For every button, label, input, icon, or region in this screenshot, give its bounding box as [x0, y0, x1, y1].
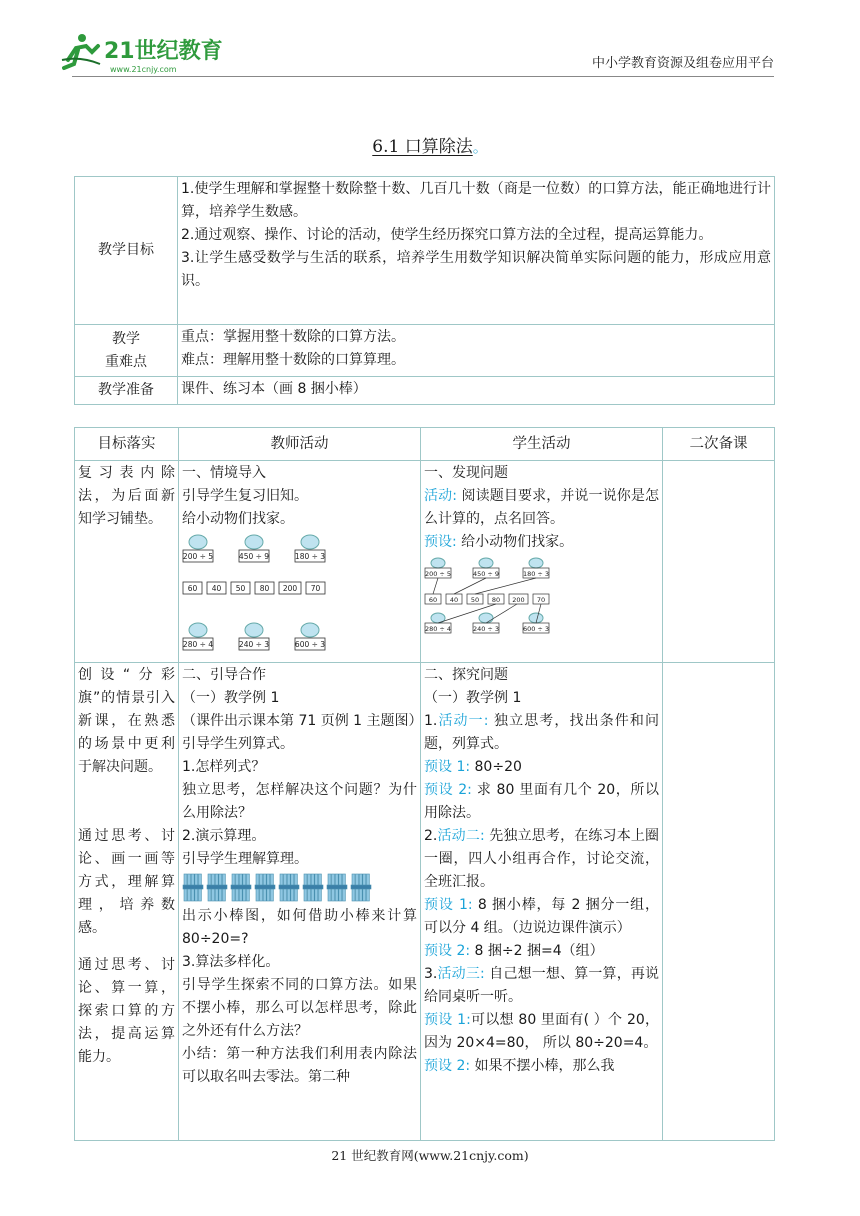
expr-label: 450 ÷ 9	[238, 552, 270, 561]
key-label-line: 教学	[112, 330, 140, 347]
stick-bundle-icon	[255, 874, 275, 901]
activity-label: 活动:	[424, 488, 457, 504]
goal-cell: 复习表内除法，为后面新知学习铺垫。	[75, 461, 179, 663]
goal-text: 通过思考、讨论、画一画等方式，理解算理，培养数感。	[78, 828, 175, 936]
header-rule	[72, 76, 774, 77]
teacher-line: （课件出示课本第 71 页例 1 主题图）	[182, 713, 423, 729]
goal-item: 3.让学生感受数学与生活的联系，培养学生用数学知识解决简单实际问题的能力，形成应用意识。	[181, 250, 771, 289]
student-preset: 预设 1: 80÷20	[424, 759, 522, 775]
key-label	[75, 325, 178, 377]
student-activity: 3.活动三: 自己想一想、算一算，再说给同桌听一听。	[424, 966, 660, 1005]
prep-text: 课件、练习本（画 8 捆小棒）	[178, 377, 775, 405]
stick-bundle-icon	[207, 874, 227, 901]
preset-label: 预设 1:	[424, 759, 471, 775]
animal-matching-figure	[182, 533, 332, 659]
student-activity: 2.活动二: 先独立思考，在练习本上圈一圈，四人小组再合作，讨论交流，全班汇报。	[424, 828, 660, 890]
title-dot: 。	[472, 138, 488, 156]
answer-label: 70	[310, 584, 321, 593]
student-activity: 1.活动一: 独立思考，找出条件和问题，列算式。	[424, 713, 659, 752]
expr-label: 240 ÷ 3	[238, 640, 270, 649]
runner-icon	[62, 34, 100, 68]
student-preset	[424, 531, 659, 554]
answer-label: 50	[235, 584, 246, 593]
prep-label: 教学准备	[75, 377, 178, 405]
key-point: 重点：掌握用整十数除的口算方法。	[181, 329, 405, 345]
platform-name: 中小学教育资源及组卷应用平台	[591, 56, 774, 71]
stick-bundle-icon	[303, 874, 323, 901]
difficult-point: 难点：理解用整十数除的口算算理。	[181, 352, 405, 368]
answer-label: 60	[428, 596, 438, 604]
teacher-line: 出示小棒图，如何借助小棒来计算 80÷20=?	[182, 908, 417, 947]
student-cell	[421, 663, 663, 1141]
col-header: 学生活动	[421, 428, 663, 461]
stick-bundle-icon	[279, 874, 299, 901]
teacher-line: 1.怎样列式？	[182, 759, 266, 775]
goal-text: 通过思考、讨论、算一算，探索口算的方法，提高运算能力。	[78, 957, 175, 1065]
goal-item: 1.使学生理解和掌握整十数除整十数、几百几十数（商是一位数）的口算方法，能正确地进行计算，培养学生数感。	[181, 181, 771, 220]
preset-text: 给小动物们找家。	[456, 534, 574, 550]
answer-label: 70	[536, 596, 546, 604]
expr-label: 200 ÷ 5	[424, 570, 452, 578]
expr-label: 200 ÷ 5	[182, 552, 214, 561]
activity-label: 活动三:	[437, 966, 485, 982]
page-title	[0, 132, 860, 157]
col-header: 教师活动	[179, 428, 421, 461]
student-preset: 预设 2: 8 捆÷2 捆=4（组）	[424, 943, 604, 959]
teacher-line: 3.算法多样化。	[182, 954, 280, 970]
expr-label: 600 ÷ 3	[294, 640, 326, 649]
site-logo	[60, 30, 230, 76]
student-preset: 预设 2: 如果不摆小棒，那么我	[424, 1058, 615, 1074]
key-label-line: 重难点	[105, 353, 147, 370]
col-header: 二次备课	[663, 428, 775, 461]
teacher-line: 引导学生探索不同的口算方法。如果不摆小棒，那么可以怎样思考，除此之外还有什么方法？	[182, 977, 417, 1039]
stick-bundle-icon	[327, 874, 347, 901]
activity-table	[74, 427, 775, 1141]
student-activity	[424, 485, 659, 531]
stick-bundle-icon	[183, 874, 203, 901]
teacher-line: 独立思考，怎样解决这个问题？为什么用除法？	[182, 782, 417, 821]
teacher-line: 引导学生理解算理。	[182, 851, 308, 867]
activity-label: 活动一:	[437, 713, 489, 729]
expr-label: 600 ÷ 3	[522, 625, 550, 633]
expr-label: 180 ÷ 3	[522, 570, 550, 578]
answer-label: 200	[512, 596, 525, 604]
preset-label: 预设:	[424, 534, 457, 550]
teacher-line: 二、引导合作	[182, 667, 266, 683]
info-table	[74, 176, 775, 405]
answer-label: 80	[259, 584, 270, 593]
expr-label: 240 ÷ 3	[472, 625, 500, 633]
goal-list	[178, 177, 775, 325]
teacher-cell	[179, 461, 421, 663]
stick-bundle-icon	[351, 874, 371, 901]
student-title: 一、发现问题	[424, 465, 508, 481]
preset-label: 预设 2:	[424, 1058, 471, 1074]
student-cell	[421, 461, 663, 663]
student-preset: 预设 1: 8 捆小棒，每 2 捆分一组，可以分 4 组。（边说边课件演示）	[424, 897, 659, 936]
preset-label: 预设 2:	[424, 782, 472, 798]
student-preset: 预设 2: 求 80 里面有几个 20，所以用除法。	[424, 782, 659, 821]
expr-label: 280 ÷ 4	[182, 640, 214, 649]
teacher-line: （一）教学例 1	[182, 690, 280, 706]
teacher-line: 小结：第一种方法我们利用表内除法可以取名叫去零法。第二种	[182, 1046, 417, 1085]
answer-label: 200	[282, 584, 298, 593]
goal-label: 教学目标	[75, 177, 178, 325]
logo-url: www.21cnjy.com	[110, 65, 177, 74]
answer-label: 40	[449, 596, 459, 604]
stick-bundle-icon	[231, 874, 251, 901]
goal-item: 2.通过观察、操作、讨论的活动，使学生经历探究口算方法的全过程，提高运算能力。	[181, 227, 713, 243]
answer-label: 40	[211, 584, 222, 593]
answer-label: 60	[187, 584, 198, 593]
preset-label: 预设 1:	[424, 897, 473, 913]
teacher-line: 2.演示算理。	[182, 828, 266, 844]
teacher-cell	[179, 663, 421, 1141]
expr-label: 280 ÷ 4	[424, 625, 452, 633]
preset-label: 预设 1:	[424, 1012, 471, 1028]
stick-bundles-figure	[182, 873, 378, 903]
notes-cell[interactable]	[663, 461, 775, 663]
preset-label: 预设 2:	[424, 943, 471, 959]
student-preset: 预设 1:可以想 80 里面有( ）个 20， 因为 20×4=80， 所以 80÷20=4。	[424, 1012, 659, 1051]
activity-text: 阅读题目要求，并说一说你是怎么计算的，点名回答。	[424, 488, 660, 527]
teacher-line: 引导学生复习旧知。	[182, 488, 308, 504]
teacher-line: 引导学生列算式。	[182, 736, 294, 752]
expr-label: 450 ÷ 9	[472, 570, 500, 578]
col-header: 目标落实	[75, 428, 179, 461]
notes-cell[interactable]	[663, 663, 775, 1141]
page-footer: 21 世纪教育网(www.21cnjy.com)	[331, 1148, 529, 1163]
title-text: 6.1 口算除法	[372, 137, 473, 157]
goal-cell	[75, 663, 179, 1141]
key-points	[178, 325, 775, 377]
student-sub: （一）教学例 1	[424, 690, 522, 706]
goal-text: 创设“分彩旗”的情景引入新课，在熟悉的场景中更利于解决问题。	[78, 667, 175, 775]
activity-label: 活动二:	[437, 828, 485, 844]
teacher-line: 给小动物们找家。	[182, 511, 294, 527]
teacher-line: 一、情境导入	[182, 465, 266, 481]
expr-label: 180 ÷ 3	[294, 552, 326, 561]
logo-text: 21世纪教育	[104, 39, 223, 64]
student-title: 二、探究问题	[424, 667, 508, 683]
answer-label: 50	[470, 596, 480, 604]
animal-matching-answer-figure	[424, 556, 554, 640]
answer-label: 80	[491, 596, 501, 604]
